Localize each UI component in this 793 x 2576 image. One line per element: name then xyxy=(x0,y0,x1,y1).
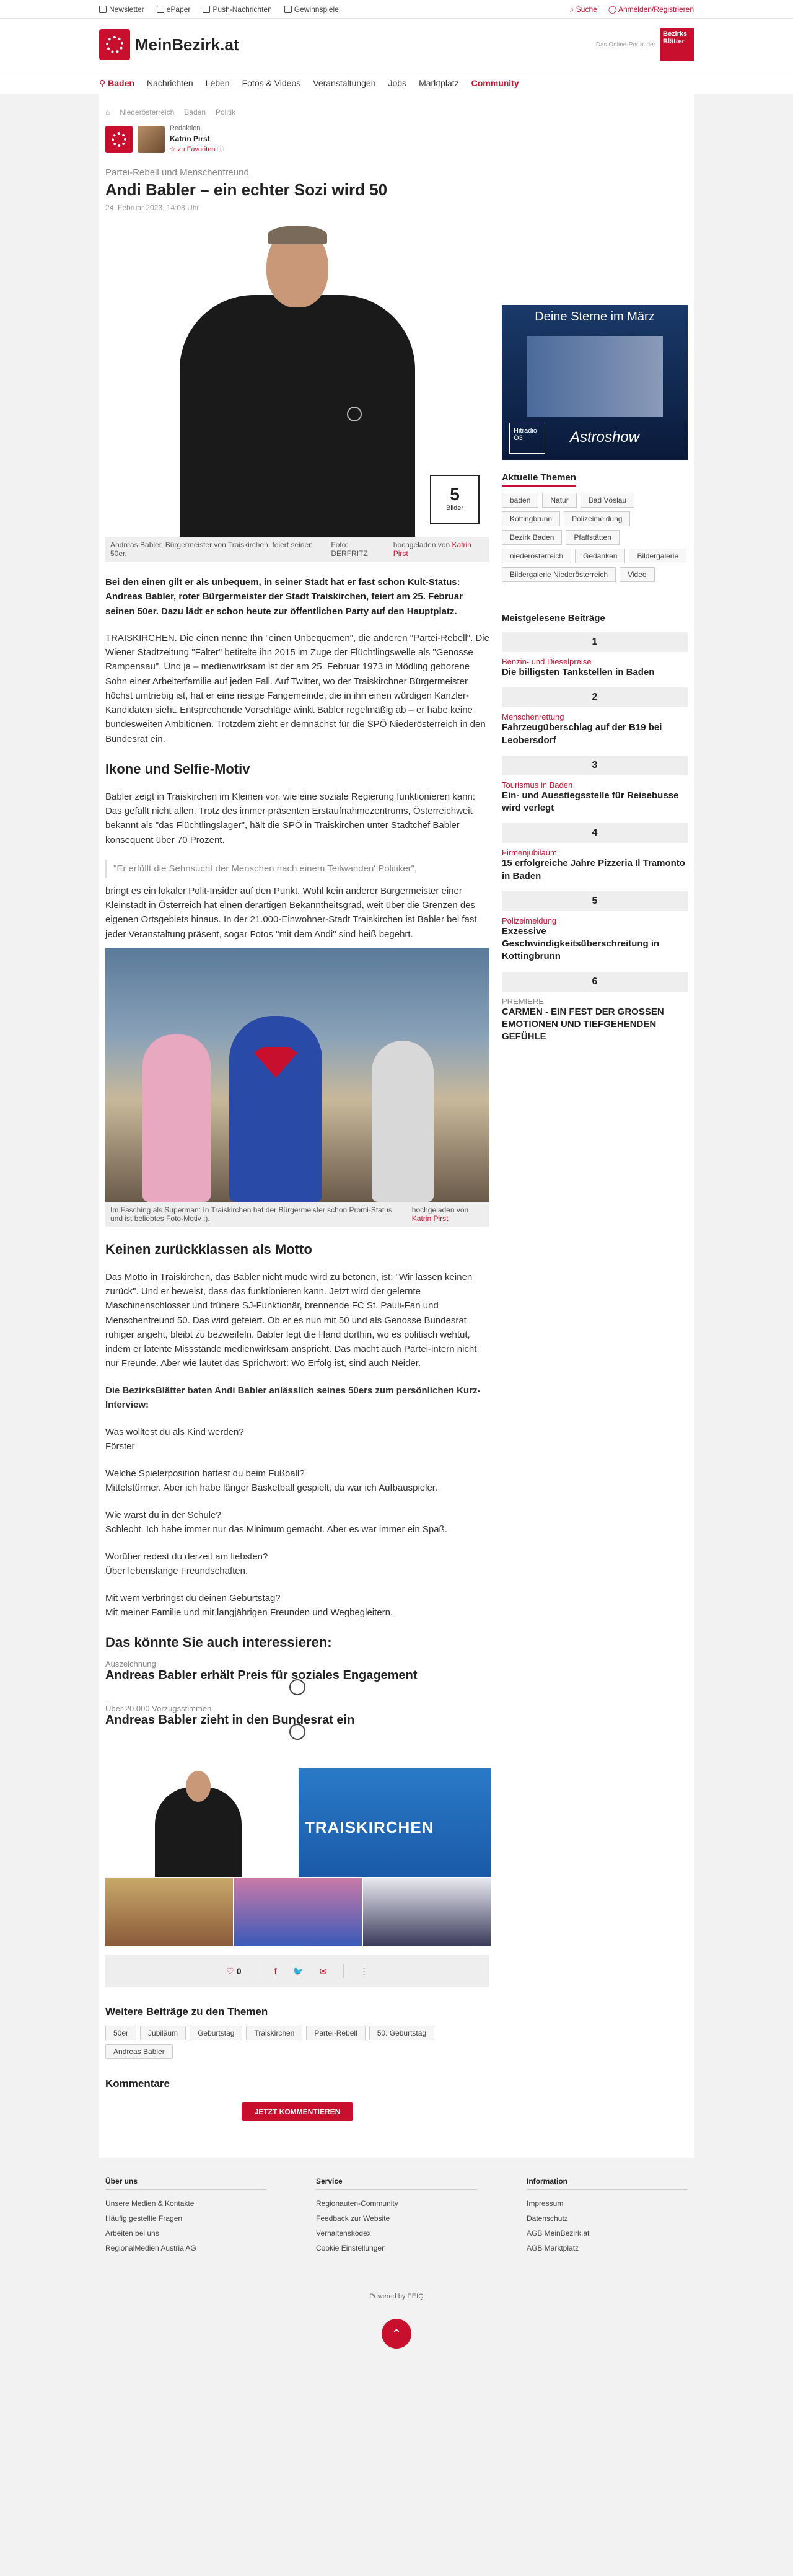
nav-item-marktplatz[interactable]: Marktplatz xyxy=(419,78,459,88)
topic-tags xyxy=(105,2026,489,2059)
author-avatar[interactable] xyxy=(138,126,165,153)
interview-intro: Die BezirksBlätter baten Andi Babler anlässlich seines 50ers zum persönlichen Kurz-Interview: xyxy=(105,1385,481,1410)
breadcrumb-item[interactable]: Baden xyxy=(184,108,206,117)
aktuell-tag[interactable]: Bad Vöslau xyxy=(581,493,634,508)
footer-column: Über uns Unsere Medien & Kontakte Häufig gestellte Fragen Arbeiten bei uns RegionalMedien Austria AG xyxy=(105,2177,266,2256)
article-title: Andi Babler – ein echter Sozi wird 50 xyxy=(105,180,388,199)
topic-tag[interactable]: Partei-Rebell xyxy=(306,2026,365,2040)
meistgelesen-title: Meistgelesene Beiträge xyxy=(502,613,605,624)
section-heading: Ikone und Selfie-Motiv xyxy=(105,761,250,777)
pull-quote: "Er erfüllt die Sehnsucht der Menschen nach einem Teilwanden' Politiker", xyxy=(105,860,489,878)
topic-tag[interactable]: Andreas Babler xyxy=(105,2044,173,2059)
epaper-link[interactable]: ePaper xyxy=(157,5,191,14)
hero-image[interactable] xyxy=(105,227,489,537)
favorite-button[interactable]: ☆ zu Favoriten ⓘ xyxy=(170,145,224,153)
gallery-image[interactable] xyxy=(105,1878,233,1946)
aktuell-tag[interactable]: Bildergalerie Niederösterreich xyxy=(502,567,616,582)
more-icon[interactable]: ⋮ xyxy=(359,1965,369,1976)
twitter-icon[interactable]: 🐦 xyxy=(292,1965,304,1976)
article-paragraph: Das Motto in Traiskirchen, das Babler nicht müde wird zu betonen, ist: "Wir lassen keinen zurück". Und er beweist, dass das funktionieren kann. Jetzt wird der gelernte Maschinenschlosser und frühere SJ-Funktionär, brennende FC St. Pauli-Fan und Menschenfreund 50. Das wird gefeiert. Ob er es nun mit 50 und als Genosse Bundesrat ruhiger angeht, bleibt zu bezweifeln. Babler legt die Hand dorthin, wo es politisch wehtut, indem er latente Missstände medienwirksam anspricht. Das macht auch Partei-intern nicht nur Freunde. Aber wie lautet das Sprichwort: Wo Erfolg ist, sind auch Neider. xyxy=(105,1271,477,1369)
footer-link[interactable]: Datenschutz xyxy=(527,2214,568,2223)
info-icon[interactable]: ⓘ xyxy=(217,145,224,153)
top-read-item[interactable]: 6 PREMIERE CARMEN - EIN FEST DER GROSSEN EMOTIONEN UND TIEFGEHENDEN GEFÜHLE xyxy=(502,972,688,1044)
aktuell-tag[interactable]: Gedanken xyxy=(575,549,625,563)
top-read-item[interactable]: 5 Polizeimeldung Exzessive Geschwindigkeitsüberschreitung in Kottingbrunn xyxy=(502,891,688,963)
nav-item-jobs[interactable]: Jobs xyxy=(388,78,407,88)
advertisement[interactable]: Deine Sterne im März Hitradio Ö3 Astroshow xyxy=(502,305,688,460)
aktuell-tag[interactable]: niederösterreich xyxy=(502,549,571,563)
nav-item-nachrichten[interactable]: Nachrichten xyxy=(146,78,193,88)
article-lead: Bei den einen gilt er als unbequem, in seiner Stadt hat er fast schon Kult-Status: Andreas Babler, roter Bürgermeister der Stadt Traiskirchen, feiert am 25. Februar seinen 50er. Dazu lädt er schon heute zur öffentlichen Party auf den Hauptplatz. xyxy=(105,577,463,617)
nav-item-veranstaltungen[interactable]: Veranstaltungen xyxy=(313,78,376,88)
search-link[interactable]: ⌕ Suche xyxy=(569,4,597,14)
main-content xyxy=(99,94,694,2158)
topic-tag[interactable]: 50. Geburtstag xyxy=(369,2026,434,2040)
scroll-to-top-icon[interactable]: ⌃ xyxy=(382,2319,411,2349)
image-caption: Im Fasching als Superman: In Traiskirchen hat der Bürgermeister schon Promi-Status und ist beliebtes Foto-Motiv :). hochgeladen von Katrin Pirst xyxy=(105,1202,489,1227)
uploader-link[interactable]: Katrin Pirst xyxy=(411,1214,449,1223)
comments-title: Kommentare xyxy=(105,2078,170,2089)
related-item[interactable]: Über 20.000 Vorzugsstimmen Andreas Babler zieht in den Bundesrat ein xyxy=(105,1704,355,1727)
newspaper-icon xyxy=(157,6,164,13)
article-paragraph: bringt es ein lokaler Polit-Insider auf den Punkt. Wohl kein anderer Bürgermeister einer Kleinstadt in Österreich hat einen derartigen Bekanntheitsgrad, weit über die Grenzen des eigenen Ortsgebiets hinaus. In der 21.000-Einwohner-Stadt Traiskirchen ist Babler bei fast jeder Veranstaltung präsent, sogar Fotos "mit dem Andi" sind heiß begehrt. xyxy=(105,885,477,940)
gift-icon xyxy=(284,6,292,13)
image-caption: Andreas Babler, Bürgermeister von Traiskirchen, feiert seinen 50er. Foto: DERFRITZ hochgeladen von Katrin Pirst xyxy=(105,537,489,562)
interview-qa: Was wolltest du als Kind werden? Förster xyxy=(105,1427,244,1452)
top-bar xyxy=(0,0,793,19)
bell-icon xyxy=(203,6,210,13)
topic-tag[interactable]: Jubiläum xyxy=(140,2026,186,2040)
ad-photo xyxy=(527,336,663,417)
footer-column: Service Regionauten-Community Feedback zur Website Verhaltenskodex Cookie Einstellungen xyxy=(316,2177,477,2256)
fasching-photo[interactable] xyxy=(105,948,489,1202)
gewinnspiele-link[interactable]: Gewinnspiele xyxy=(284,5,339,14)
site-footer xyxy=(99,2177,694,2256)
redaktion-avatar[interactable] xyxy=(105,126,133,153)
login-link[interactable]: ◯ Anmelden/Registrieren xyxy=(608,4,694,14)
partner-logo[interactable]: Das Online-Portal der Bezirks Blätter xyxy=(596,28,694,61)
gallery-image[interactable]: TRAISKIRCHEN xyxy=(299,1768,491,1877)
topics-title: Weitere Beiträge zu den Themen xyxy=(105,2006,268,2018)
top-read-item[interactable]: 4 Firmenjubiläum 15 erfolgreiche Jahre Pizzeria Il Tramonto in Baden xyxy=(502,823,688,883)
topic-tag[interactable]: Traiskirchen xyxy=(246,2026,302,2040)
uploader-link[interactable]: Katrin Pirst xyxy=(393,540,471,558)
aktuell-tag[interactable]: Bezirk Baden xyxy=(502,530,562,545)
site-logo[interactable]: MeinBezirk.at xyxy=(99,29,239,60)
related-articles xyxy=(105,1659,489,1740)
author-box xyxy=(105,124,489,155)
footer-link[interactable]: AGB Marktplatz xyxy=(527,2244,579,2252)
related-title: Das könnte Sie auch interessieren: xyxy=(105,1634,332,1650)
meistgelesen xyxy=(502,613,688,1043)
interview-qa: Wie warst du in der Schule? Schlecht. Ich habe immer nur das Minimum gemacht. Aber es war immer ein Spaß. xyxy=(105,1510,447,1535)
like-button[interactable]: ♡ 0 xyxy=(226,1965,242,1976)
footer-column: Information Impressum Datenschutz AGB MeinBezirk.at AGB Marktplatz xyxy=(527,2177,688,2256)
powered-by[interactable]: Powered by PEIQ xyxy=(369,2293,424,2300)
nav-item-community[interactable]: Community xyxy=(471,78,519,88)
article xyxy=(105,94,489,2121)
breadcrumb-item[interactable]: Politik xyxy=(216,108,236,117)
author-role: Redaktion xyxy=(170,125,201,132)
aktuell-tag[interactable]: Natur xyxy=(542,493,576,508)
footer-link[interactable]: RegionalMedien Austria AG xyxy=(105,2244,196,2252)
breadcrumb xyxy=(105,94,489,124)
nav-item-fotos[interactable]: Fotos & Videos xyxy=(242,78,301,88)
section-heading: Keinen zurückklassen als Motto xyxy=(105,1241,312,1257)
portrait-photo xyxy=(167,227,427,537)
newsletter-link[interactable]: Newsletter xyxy=(99,5,144,14)
aktuell-tag[interactable]: Kottingbrunn xyxy=(502,511,560,526)
interview-qa: Worüber redest du derzeit am liebsten? Über lebenslange Freundschaften. xyxy=(105,1551,268,1576)
home-icon[interactable]: ⌂ xyxy=(105,108,110,117)
footer-link[interactable]: Cookie Einstellungen xyxy=(316,2244,386,2252)
top-read-item[interactable]: 3 Tourismus in Baden Ein- und Ausstiegsstelle für Reisebusse wird verlegt xyxy=(502,756,688,815)
mail-icon xyxy=(99,6,107,13)
footer-link[interactable]: Regionauten-Community xyxy=(316,2199,398,2208)
location-selector[interactable]: ⚲ Baden xyxy=(99,77,134,88)
gallery-count-button[interactable]: 5 Bilder xyxy=(430,475,480,524)
aktuell-tag[interactable]: Video xyxy=(620,567,654,582)
aktuell-tag[interactable]: Pfaffstätten xyxy=(566,530,620,545)
interview xyxy=(105,1426,489,1620)
aktuell-tags xyxy=(502,493,688,582)
aktuell-tag[interactable]: Polizeimeldung xyxy=(564,511,630,526)
footer-link[interactable]: Impressum xyxy=(527,2199,564,2208)
article-paragraph: Babler zeigt in Traiskirchen im Kleinen vor, wie eine soziale Regierung funktionieren kann: Das gefällt nicht allen. Trotz des immer präsenten Erstaufnahmezentrums, Österreichweit bekannt als "das Flüchtlingslager", hält die SPÖ in Traiskirchen unter Stadtchef Babler konsequent über 70 Prozent. xyxy=(105,791,475,845)
gallery-image[interactable] xyxy=(105,1768,297,1877)
breadcrumb-item[interactable]: Niederösterreich xyxy=(120,108,175,117)
topic-tag[interactable]: 50er xyxy=(105,2026,136,2040)
site-header xyxy=(0,19,793,71)
aktuell-tag[interactable]: Bildergalerie xyxy=(629,549,686,563)
top-read-item[interactable]: 1 Benzin- und Dieselpreise Die billigsten Tankstellen in Baden xyxy=(502,632,688,679)
footer-link[interactable]: AGB MeinBezirk.at xyxy=(527,2229,590,2238)
article-kicker: Partei-Rebell und Menschenfreund xyxy=(105,167,249,178)
email-icon[interactable]: ✉ xyxy=(319,1965,327,1976)
gallery-image[interactable] xyxy=(234,1878,362,1946)
main-nav xyxy=(0,71,793,94)
article-paragraph: TRAISKIRCHEN. Die einen nenne Ihn "einen Unbequemen", die anderen "Partei-Rebell". Die Wiener Stadtzeitung "Falter" betitelte ihn 2015 im Zuge der Flüchtlingswelle als "Genosse Rampensau". Und ja – medienwirksam ist der am 25. Februar 1973 in Mödling geborene Sohn einer Arbeiterfamilie auf jeden Fall. Auf Twitter, wo der Traiskirchner Bürgermeister höchst umtriebig ist, hat er eine riesige Fangemeinde, die in ihn einen würdigen Kanzler-Kandidaten sieht. Entsprechende Vorschläge winkt Babler regelmäßig ab – er habe keine bundesweiten Ambitionen. Trotzdem zieht er demnächst für die SPÖ Niederösterreich in den Bundesrat ein. xyxy=(105,632,489,744)
sidebar xyxy=(502,94,688,2121)
related-item[interactable]: Auszeichnung Andreas Babler erhält Preis für soziales Engagement xyxy=(105,1659,418,1682)
nav-item-leben[interactable]: Leben xyxy=(205,78,230,88)
aktuell-title: Aktuelle Themen xyxy=(502,472,576,487)
footer-link[interactable]: Arbeiten bei uns xyxy=(105,2229,159,2238)
footer-link[interactable]: Unsere Medien & Kontakte xyxy=(105,2199,195,2208)
topic-tag[interactable]: Geburtstag xyxy=(190,2026,242,2040)
push-link[interactable]: Push-Nachrichten xyxy=(203,5,271,14)
top-read-item[interactable]: 2 Menschenrettung Fahrzeugüberschlag auf der B19 bei Leobersdorf xyxy=(502,687,688,747)
gallery-image[interactable] xyxy=(363,1878,491,1946)
article-date: 24. Februar 2023, 14:08 Uhr xyxy=(105,203,199,212)
author-name[interactable]: Katrin Pirst xyxy=(170,134,210,143)
photo-gallery xyxy=(105,1768,489,1946)
share-bar xyxy=(105,1955,489,1987)
facebook-icon[interactable]: f xyxy=(274,1966,277,1976)
interview-qa: Welche Spielerposition hattest du beim Fußball? Mittelstürmer. Aber ich habe länger Basketball gespielt, da war ich Aufbauspieler. xyxy=(105,1468,438,1493)
interview-qa: Mit wem verbringst du deinen Geburtstag? Mit meiner Familie und mit langjährigen Freunden und Wegbegleitern. xyxy=(105,1593,393,1618)
aktuell-tag[interactable]: baden xyxy=(502,493,538,508)
comment-button[interactable]: JETZT KOMMENTIEREN xyxy=(242,2102,353,2121)
footer-link[interactable]: Verhaltenskodex xyxy=(316,2229,371,2238)
footer-link[interactable]: Feedback zur Website xyxy=(316,2214,390,2223)
footer-link[interactable]: Häufig gestellte Fragen xyxy=(105,2214,183,2223)
logo-star-icon xyxy=(99,29,130,60)
